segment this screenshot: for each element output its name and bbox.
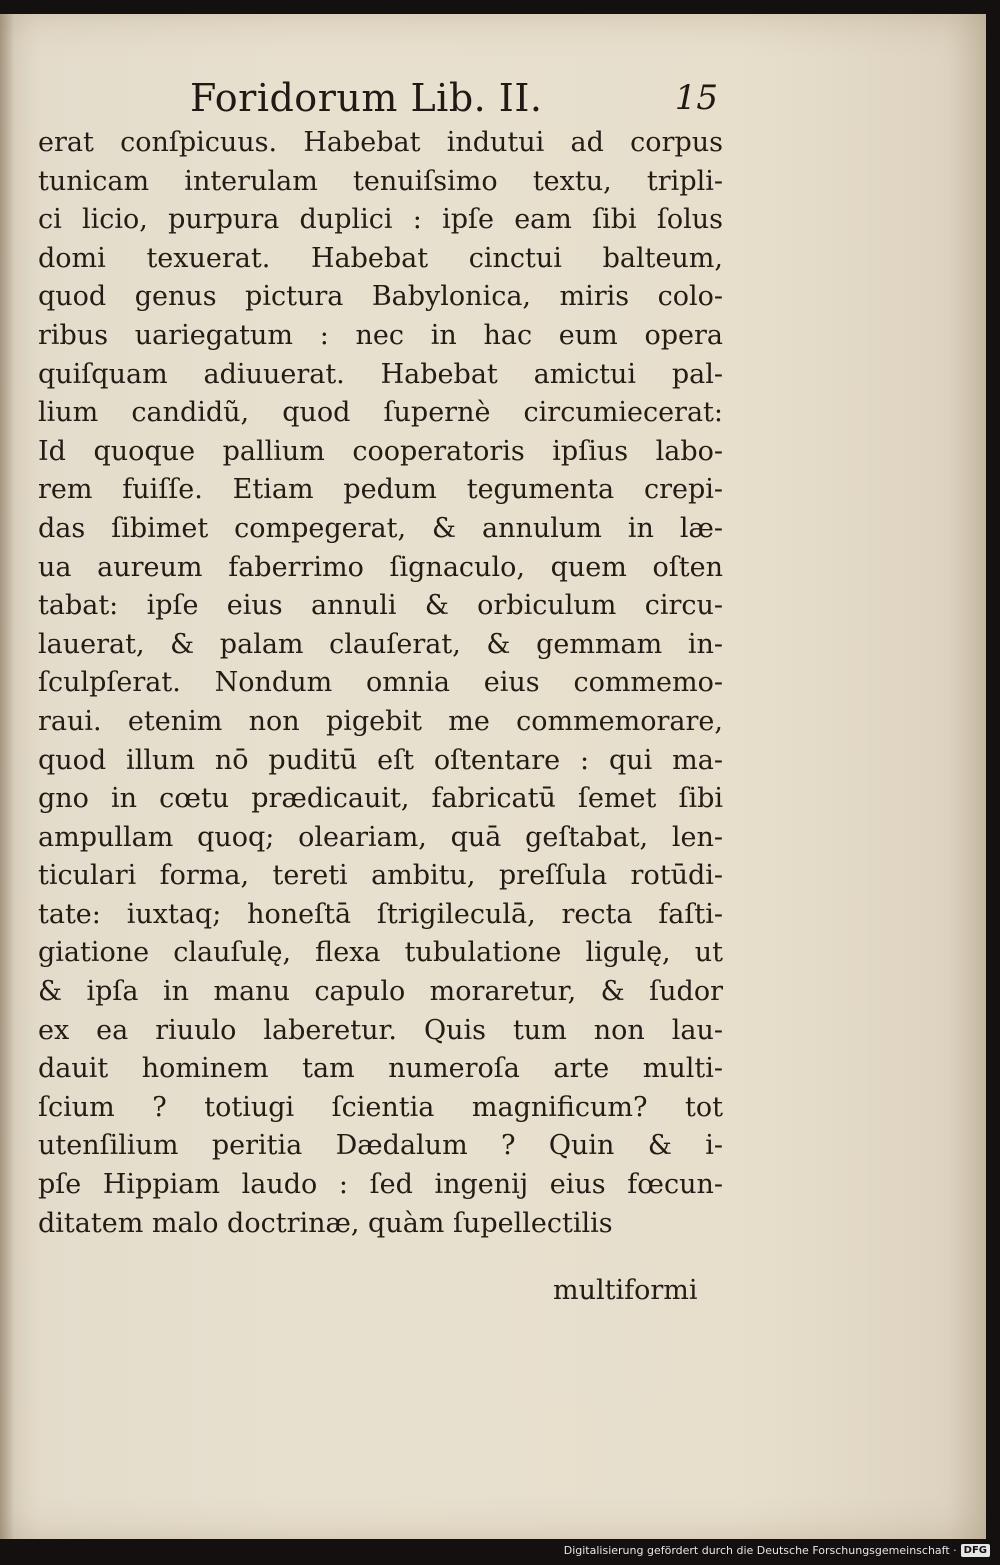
text-line: quiſquam adiuuerat. Habebat amictui pal- [38, 358, 723, 390]
text-line: das ſibimet compegerat, & annulum in læ- [38, 512, 723, 544]
text-line: lium candidũ, quod ſupernè circumiecerat: [38, 397, 723, 429]
text-line: utenſilium peritia Dædalum ? Quin & i- [38, 1130, 723, 1162]
catchword: multiformi [553, 1275, 698, 1306]
text-line: ampullam quoq; oleariam, quā geſtabat, len- [38, 821, 723, 853]
text-line: ribus uariegatum : nec in hac eum opera [38, 319, 723, 351]
text-line: quod genus pictura Babylonica, miris colo- [38, 281, 723, 313]
text-line: ua aureum faberrimo ſignaculo, quem oſten [38, 551, 723, 583]
text-line: lauerat, & palam clauſerat, & gemmam in- [38, 628, 723, 660]
text-line: quod illum nō puditū eſt oſtentare : qui ma- [38, 744, 723, 776]
text-line: Id quoque pallium cooperatoris ipſius labo- [38, 435, 723, 467]
running-title: Foridorum Lib. II. [190, 76, 543, 120]
digitization-footer [564, 1541, 990, 1559]
text-line: domi texuerat. Habebat cinctui balteum, [38, 242, 723, 274]
text-line: raui. etenim non pigebit me commemorare, [38, 705, 723, 737]
text-line: rem fuiſſe. Etiam pedum tegumenta crepi- [38, 474, 723, 506]
dfg-logo: DFG [961, 1544, 990, 1557]
text-line: ſculpſerat. Nondum omnia eius commemo- [38, 667, 723, 699]
text-line: ditatem malo doctrinæ, quàm ſupellectilis [38, 1207, 613, 1239]
text-line: ci licio, purpura duplici : ipſe eam ſibi ſolus [38, 204, 723, 236]
text-line: dauit hominem tam numeroſa arte multi- [38, 1053, 723, 1085]
text-line: ex ea riuulo laberetur. Quis tum non lau- [38, 1014, 723, 1046]
text-line: gno in cœtu prædicauit, fabricatū ſemet ſibi [38, 783, 723, 815]
text-line: erat conſpicuus. Habebat indutui ad corpus [38, 127, 723, 158]
book-page [0, 14, 986, 1539]
footer-credit: Digitalisierung gefördert durch die Deutsche Forschungsgemeinschaft · [563, 1543, 957, 1557]
text-line: ticulari forma, tereti ambitu, preſſula rotūdi- [38, 860, 723, 892]
running-header [190, 76, 730, 128]
text-line: tate: iuxtaq; honeſtā ſtrigileculā, recta faſti- [38, 898, 723, 930]
text-line: tunicam interulam tenuiſsimo textu, tripli- [38, 165, 723, 197]
page-number: 15 [674, 78, 718, 118]
text-line: & ipſa in manu capulo moraretur, & ſudor [38, 976, 723, 1008]
text-line: pſe Hippiam laudo : ſed ingenij eius fœcun- [38, 1169, 723, 1201]
text-line: giatione clauſulę, flexa tubulatione ligulę, ut [38, 937, 723, 969]
text-block [38, 124, 723, 1243]
text-line: ſcium ? totiugi ſcientia magnificum? tot [38, 1091, 723, 1123]
text-line: tabat: ipſe eius annuli & orbiculum circu- [38, 590, 723, 622]
